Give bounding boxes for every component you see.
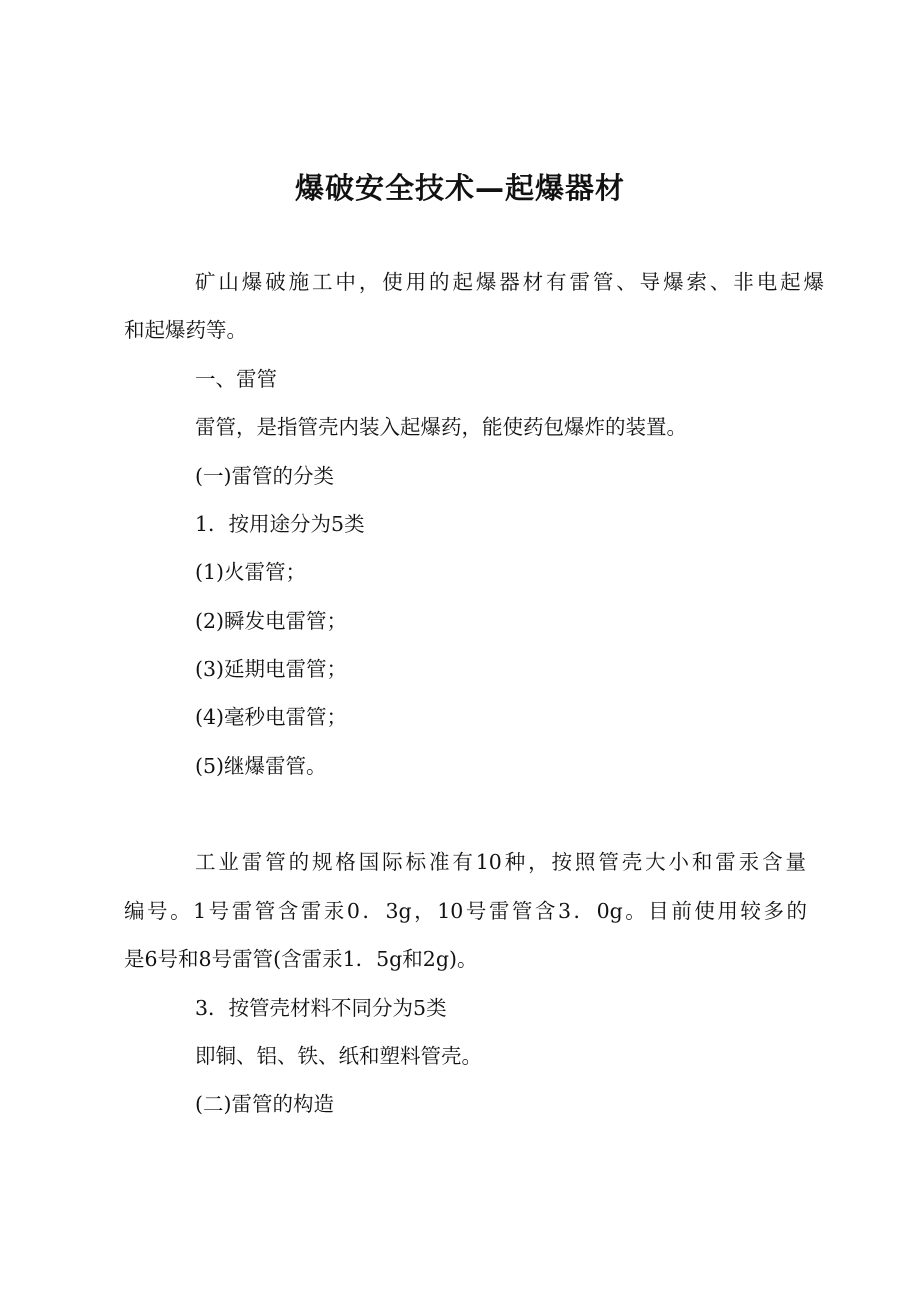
paragraph-line: 是6号和8号雷管(含雷汞1．5g和2g)。: [124, 947, 478, 971]
subsection-heading: (一)雷管的分类: [195, 464, 334, 488]
list-heading: 1．按用途分为5类: [195, 512, 365, 536]
paragraph-line: 即铜、铝、铁、纸和塑料管壳。: [195, 1044, 482, 1068]
subsection-heading: (二)雷管的构造: [195, 1092, 334, 1116]
list-item: (4)毫秒电雷管；: [195, 705, 348, 729]
paragraph-line: 编号。1号雷管含雷汞0．3g，10号雷管含3．0g。目前使用较多的: [124, 899, 807, 923]
list-item: (2)瞬发电雷管；: [195, 609, 348, 633]
paragraph-line: 雷管，是指管壳内装入起爆药，能使药包爆炸的装置。: [195, 415, 687, 439]
list-item: (1)火雷管；: [195, 560, 307, 584]
paragraph-line: 和起爆药等。: [124, 318, 247, 342]
paragraph-line: 工业雷管的规格国际标准有10种，按照管壳大小和雷汞含量: [195, 850, 806, 874]
section-heading: 一、雷管: [195, 367, 277, 391]
list-item: (3)延期电雷管；: [195, 657, 348, 681]
list-item: (5)继爆雷管。: [195, 754, 327, 778]
paragraph-line: 矿山爆破施工中，使用的起爆器材有雷管、导爆索、非电起爆: [195, 270, 824, 294]
list-heading: 3．按管壳材料不同分为5类: [195, 996, 447, 1020]
document-title: 爆破安全技术—起爆器材: [294, 171, 625, 205]
